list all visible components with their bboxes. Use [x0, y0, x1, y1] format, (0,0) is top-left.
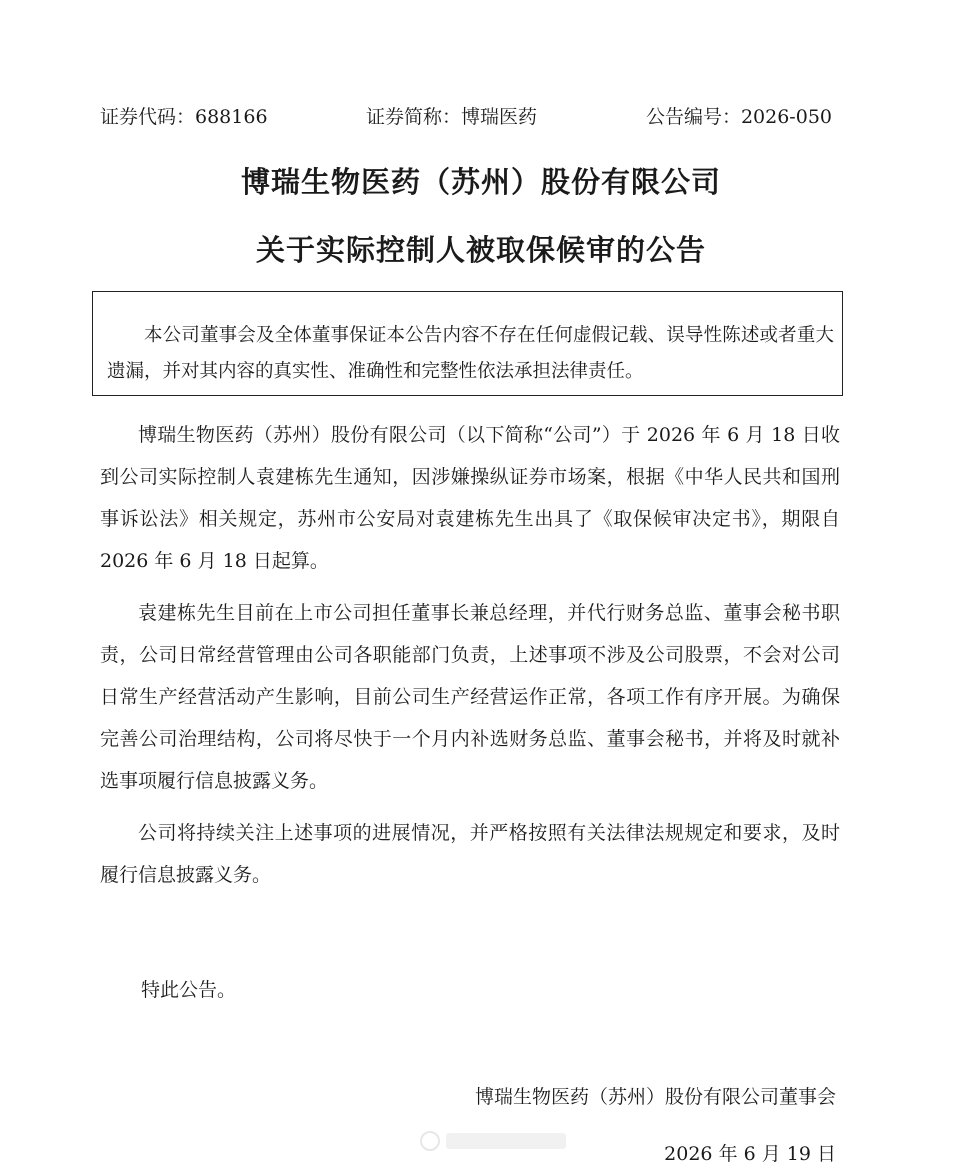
announcement-title: 关于实际控制人被取保候审的公告 [255, 233, 706, 267]
paragraph-3: 公司将持续关注上述事项的进展情况，并严格按照有关法律法规规定和要求，及时履行信息披露义务。 [100, 822, 840, 886]
board-statement-text: 本公司董事会及全体董事保证本公告内容不存在任何虚假记载、误导性陈述或者重大遗漏，并对其内容的真实性、准确性和完整性依法承担法律责任。 [107, 325, 834, 382]
closing-remark: 特此公告。 [141, 979, 237, 1001]
paragraph-2: 袁建栋先生目前在上市公司担任董事长兼总经理，并代行财务总监、董事会秘书职责，公司日常经营管理由公司各职能部门负责，上述事项不涉及公司股票，不会对公司日常生产经营活动产生影响，目前公司生产经营运作正常，各项工作有序开展。为确保完善公司治理结构，公司将尽快于一个月内补选财务总监、董事会秘书，并将及时就补选事项履行信息披露义务。 [100, 602, 840, 792]
company-title: 博瑞生物医药（苏州）股份有限公司 [240, 165, 721, 199]
announcement-date: 2026 年 6 月 19 日 [664, 1143, 836, 1165]
board-statement-box [92, 291, 843, 396]
security-abbreviation: 证券简称：博瑞医药 [366, 106, 538, 128]
announcement-number: 公告编号：2026-050 [645, 106, 832, 128]
security-code: 证券代码：688166 [100, 106, 268, 128]
header-line [100, 102, 832, 132]
watermark-logo [418, 1124, 578, 1158]
signer: 博瑞生物医药（苏州）股份有限公司董事会 [474, 1086, 836, 1108]
paragraph-1: 博瑞生物医药（苏州）股份有限公司（以下简称“公司”）于 2026 年 6 月 18 日收到公司实际控制人袁建栋先生通知，因涉嫌操纵证券市场案，根据《中华人民共和国刑事诉讼法》相关规定，苏州市公安局对袁建栋先生出具了《取保候审决定书》，期限自 2026 年 6 月 18 日起算。 [100, 424, 840, 572]
